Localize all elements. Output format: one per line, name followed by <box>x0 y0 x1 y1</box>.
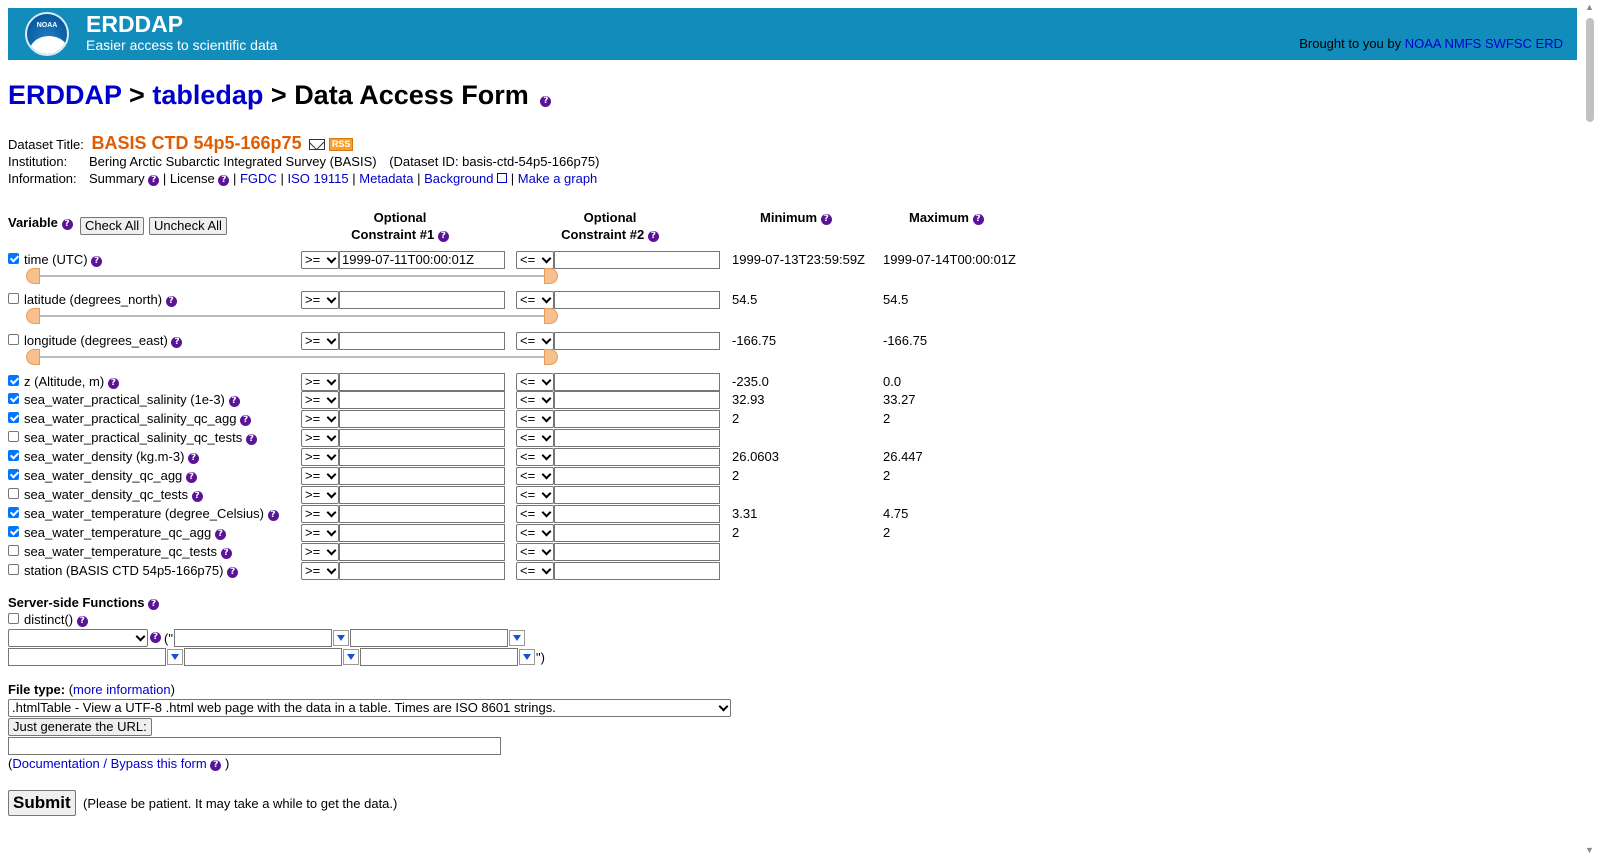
minimum-value: 2 <box>732 525 740 540</box>
make-graph-link[interactable]: Make a graph <box>517 171 598 186</box>
variable-label: sea_water_temperature_qc_agg ? <box>24 525 226 540</box>
chevron-down-icon <box>542 394 552 404</box>
constraint1-operator-select[interactable]: >= <box>301 291 339 309</box>
minimum-value: 2 <box>732 468 740 483</box>
constraint1-operator-select[interactable]: >= <box>301 448 339 466</box>
scrollbar-thumb[interactable] <box>1586 18 1594 122</box>
variable-help-icon[interactable]: ? <box>186 472 197 483</box>
constraint2-header: Optional Constraint #2 ? <box>510 209 710 243</box>
variable-checkbox[interactable] <box>8 488 19 499</box>
chevron-down-icon <box>542 254 552 264</box>
variable-help-icon[interactable]: ? <box>246 434 257 445</box>
more-information-link[interactable]: more information <box>73 682 171 697</box>
orderby-var-input-3[interactable] <box>8 648 166 666</box>
variable-help-icon[interactable]: ? <box>108 378 119 389</box>
constraint1-input[interactable]: 1999-07-11T00:00:01Z <box>339 251 505 269</box>
maximum-value: -166.75 <box>883 333 928 348</box>
generate-url-button[interactable]: Just generate the URL: <box>8 718 152 736</box>
constraint1-operator-select[interactable]: >= <box>301 410 339 428</box>
chevron-down-icon <box>327 489 337 499</box>
constraint1-input[interactable] <box>339 562 505 580</box>
check-all-button[interactable]: Check All <box>80 217 144 235</box>
constraint1-input[interactable] <box>339 505 505 523</box>
maximum-value: 1999-07-14T00:00:01Z <box>883 252 1016 267</box>
documentation-row: (Documentation / Bypass this form ? ) <box>8 756 230 771</box>
chevron-down-icon <box>327 376 337 386</box>
slider-min-handle[interactable] <box>26 349 40 365</box>
dataset-title: BASIS CTD 54p5-166p75 <box>91 133 302 153</box>
erd-link[interactable]: ERD <box>1535 36 1563 51</box>
variable-label: sea_water_temperature (degree_Celsius) ? <box>24 506 279 521</box>
variable-help-icon[interactable]: ? <box>268 510 279 521</box>
chevron-down-icon <box>542 294 552 304</box>
constraint2-input[interactable] <box>554 373 720 391</box>
maximum-value: 2 <box>883 468 891 483</box>
variable-help-icon[interactable]: ? <box>215 529 226 540</box>
slider-track <box>26 356 558 358</box>
variable-label: sea_water_practical_salinity_qc_tests ? <box>24 430 257 445</box>
chevron-down-icon <box>327 413 337 423</box>
chevron-down-icon <box>542 527 552 537</box>
variable-label: z (Altitude, m) ? <box>24 374 119 389</box>
chevron-down-icon <box>327 254 337 264</box>
constraint1-input[interactable] <box>339 543 505 561</box>
variable-checkbox[interactable] <box>8 431 19 442</box>
minimum-help-icon[interactable]: ? <box>821 214 832 225</box>
submit-button[interactable]: Submit <box>8 790 76 816</box>
maximum-value: 54.5 <box>883 292 909 307</box>
chevron-down-icon <box>327 432 337 442</box>
constraint2-input[interactable] <box>554 448 720 466</box>
variable-help-icon[interactable]: ? <box>166 296 177 307</box>
chevron-down-icon <box>542 335 552 345</box>
variable-header: Variable ? <box>8 215 73 230</box>
variable-label: sea_water_density_qc_agg ? <box>24 468 197 483</box>
minimum-value: 2 <box>732 411 740 426</box>
maximum-header: Maximum ? <box>909 209 984 226</box>
variable-label: sea_water_density (kg.m-3) ? <box>24 449 199 464</box>
variable-checkbox[interactable] <box>8 375 19 386</box>
constraint1-input[interactable] <box>339 410 505 428</box>
minimum-value: 32.93 <box>732 392 765 407</box>
constraint1-operator-select[interactable]: >= <box>301 505 339 523</box>
constraint2-input[interactable] <box>554 486 720 504</box>
chevron-down-icon <box>327 394 337 404</box>
external-link-icon <box>497 173 507 183</box>
generated-url-field[interactable] <box>8 737 501 755</box>
noaa-logo[interactable]: NOAA <box>25 12 69 56</box>
chevron-down-icon <box>719 702 729 712</box>
institution-value: Bering Arctic Subarctic Integrated Survey (BASIS) <box>89 154 377 169</box>
maximum-value: 26.447 <box>883 449 923 464</box>
paren-close: ") <box>536 650 545 665</box>
maximum-help-icon[interactable]: ? <box>973 214 984 225</box>
help-icon[interactable]: ? <box>540 96 551 107</box>
chevron-down-icon <box>542 565 552 575</box>
constraint2-operator-select[interactable]: <= <box>516 251 554 269</box>
chevron-down-icon <box>327 565 337 575</box>
breadcrumb: ERDDAP > tabledap > Data Access Form ? <box>8 80 551 111</box>
minimum-value: -166.75 <box>732 333 777 348</box>
server-side-help-icon[interactable]: ? <box>148 599 159 610</box>
constraint1-help-icon[interactable]: ? <box>438 231 449 242</box>
app-subtitle: Easier access to scientific data <box>86 37 278 53</box>
rss-icon[interactable]: RSS <box>329 138 354 151</box>
constraint2-operator-select[interactable]: <= <box>516 524 554 542</box>
minimum-value: 54.5 <box>732 292 758 307</box>
minimum-value: 1999-07-13T23:59:59Z <box>732 252 865 267</box>
variable-checkbox[interactable] <box>8 253 19 264</box>
variable-label: station (BASIS CTD 54p5-166p75) ? <box>24 563 238 578</box>
distinct-checkbox[interactable] <box>8 613 19 624</box>
email-subscribe-icon[interactable] <box>309 139 325 150</box>
chevron-down-icon <box>327 451 337 461</box>
header-banner <box>8 8 1577 60</box>
constraint1-operator-select[interactable]: >= <box>301 391 339 409</box>
variable-help-icon[interactable]: ? <box>192 491 203 502</box>
variable-checkbox[interactable] <box>8 526 19 537</box>
vertical-scrollbar[interactable] <box>1579 0 1600 861</box>
chevron-down-icon <box>542 432 552 442</box>
chevron-down-icon <box>542 546 552 556</box>
constraint2-help-icon[interactable]: ? <box>648 231 659 242</box>
swfsc-link[interactable]: SWFSC <box>1484 36 1532 51</box>
constraint1-operator-select[interactable]: >= <box>301 373 339 391</box>
information-label: Information: <box>8 171 77 186</box>
constraint1-input[interactable] <box>339 448 505 466</box>
maximum-value: 4.75 <box>883 506 909 521</box>
constraint2-input[interactable] <box>554 251 720 269</box>
chevron-down-icon <box>542 376 552 386</box>
constraint1-header: Optional Constraint #1 ? <box>300 209 500 243</box>
chevron-down-icon <box>136 632 146 642</box>
file-type-select[interactable]: .htmlTable - View a UTF-8 .html web page with the data in a table. Times are ISO 8601 strings. <box>8 699 731 717</box>
variable-checkbox[interactable] <box>8 393 19 404</box>
constraint2-operator-select[interactable]: <= <box>516 373 554 391</box>
variable-checkbox[interactable] <box>8 293 19 304</box>
background-link[interactable]: Background <box>424 171 494 186</box>
range-slider[interactable] <box>26 308 558 324</box>
variable-label: longitude (degrees_east) ? <box>24 333 182 348</box>
dataset-title-row: Dataset Title: BASIS CTD 54p5-166p75 RSS <box>8 133 353 154</box>
submit-note: (Please be patient. It may take a while to get the data.) <box>83 796 398 811</box>
chevron-down-icon <box>327 508 337 518</box>
variable-checkbox[interactable] <box>8 545 19 556</box>
constraint2-input[interactable] <box>554 410 720 428</box>
constraint1-operator-select[interactable]: >= <box>301 524 339 542</box>
orderby-var-dropdown-1[interactable] <box>333 630 349 646</box>
variable-checkbox[interactable] <box>8 564 19 575</box>
maximum-value: 2 <box>883 525 891 540</box>
summary-help-icon[interactable]: ? <box>148 175 159 186</box>
breadcrumb-tabledap[interactable]: tabledap <box>152 80 264 110</box>
variable-checkbox[interactable] <box>8 412 19 423</box>
constraint2-operator-select[interactable]: <= <box>516 543 554 561</box>
constraint1-input[interactable] <box>339 291 505 309</box>
noaa-link[interactable]: NOAA <box>1404 36 1441 51</box>
constraint2-input[interactable] <box>554 524 720 542</box>
slider-min-handle[interactable] <box>26 308 40 324</box>
page-title: Data Access Form <box>294 80 529 110</box>
orderby-var-dropdown-2[interactable] <box>509 630 525 646</box>
constraint1-operator-select[interactable]: >= <box>301 429 339 447</box>
constraint2-operator-select[interactable]: <= <box>516 448 554 466</box>
constraint2-input[interactable] <box>554 391 720 409</box>
variable-checkbox[interactable] <box>8 469 19 480</box>
chevron-down-icon <box>327 335 337 345</box>
constraint2-operator-select[interactable]: <= <box>516 332 554 350</box>
chevron-down-icon <box>327 294 337 304</box>
paren-open: (" <box>164 631 173 646</box>
nmfs-link[interactable]: NMFS <box>1444 36 1482 51</box>
constraint2-operator-select[interactable]: <= <box>516 291 554 309</box>
range-slider[interactable] <box>26 349 558 365</box>
chevron-down-icon <box>327 546 337 556</box>
chevron-down-icon <box>542 508 552 518</box>
variable-label: time (UTC) ? <box>24 252 102 267</box>
variable-checkbox[interactable] <box>8 334 19 345</box>
variable-label: latitude (degrees_north) ? <box>24 292 177 307</box>
constraint2-input[interactable] <box>554 467 720 485</box>
chevron-down-icon <box>542 451 552 461</box>
constraint1-operator-select[interactable]: >= <box>301 543 339 561</box>
constraint2-input[interactable] <box>554 505 720 523</box>
scroll-up-arrow-icon[interactable]: ▲ <box>1585 2 1594 12</box>
server-side-heading: Server-side Functions ? <box>8 595 159 610</box>
constraint2-input[interactable] <box>554 429 720 447</box>
maximum-value: 2 <box>883 411 891 426</box>
constraint1-input[interactable] <box>339 486 505 504</box>
chevron-down-icon <box>327 470 337 480</box>
maximum-value: 0.0 <box>883 374 902 389</box>
variable-label: sea_water_practical_salinity_qc_agg ? <box>24 411 251 426</box>
license-help-icon[interactable]: ? <box>218 175 229 186</box>
slider-track <box>26 315 558 317</box>
constraint2-input[interactable] <box>554 332 720 350</box>
constraint2-operator-select[interactable]: <= <box>516 562 554 580</box>
brought-by: Brought to you by NOAA NMFS SWFSC ERD <box>1299 36 1563 51</box>
maximum-value: 33.27 <box>883 392 916 407</box>
chevron-down-icon <box>327 527 337 537</box>
constraint1-operator-select[interactable]: >= <box>301 332 339 350</box>
variable-help-icon[interactable]: ? <box>229 396 240 407</box>
slider-max-handle[interactable] <box>544 268 558 284</box>
orderby-var-dropdown-5[interactable] <box>519 649 535 665</box>
fgdc-link[interactable]: FGDC <box>239 171 277 186</box>
minimum-value: -235.0 <box>732 374 769 389</box>
constraint1-operator-select[interactable]: >= <box>301 562 339 580</box>
constraint2-operator-select[interactable]: <= <box>516 429 554 447</box>
slider-min-handle[interactable] <box>26 268 40 284</box>
orderby-var-input-1[interactable] <box>174 629 332 647</box>
orderby-var-input-4[interactable] <box>184 648 342 666</box>
slider-max-handle[interactable] <box>544 308 558 324</box>
documentation-help-icon[interactable]: ? <box>210 760 221 771</box>
constraint1-operator-select[interactable]: >= <box>301 251 339 269</box>
variable-help-icon[interactable]: ? <box>62 219 73 230</box>
metadata-link[interactable]: Metadata <box>359 171 414 186</box>
chevron-down-icon <box>542 413 552 423</box>
slider-max-handle[interactable] <box>544 349 558 365</box>
constraint1-operator-select[interactable]: >= <box>301 486 339 504</box>
file-type-row: File type: (more information) <box>8 682 175 697</box>
variable-label: sea_water_temperature_qc_tests ? <box>24 544 232 559</box>
documentation-link[interactable]: Documentation / Bypass this form <box>12 756 207 771</box>
constraint2-input[interactable] <box>554 291 720 309</box>
institution-label: Institution: <box>8 154 68 169</box>
breadcrumb-erddap[interactable]: ERDDAP <box>8 80 122 110</box>
variable-checkbox[interactable] <box>8 507 19 518</box>
variable-label: sea_water_practical_salinity (1e-3) ? <box>24 392 240 407</box>
uncheck-all-button[interactable]: Uncheck All <box>149 217 227 235</box>
distinct-help-icon[interactable]: ? <box>77 616 88 627</box>
variable-help-icon[interactable]: ? <box>227 567 238 578</box>
minimum-value: 26.0603 <box>732 449 779 464</box>
scroll-down-arrow-icon[interactable]: ▼ <box>1585 845 1594 855</box>
app-title: ERDDAP <box>86 11 184 37</box>
variable-help-icon[interactable]: ? <box>188 453 199 464</box>
institution-row <box>89 154 599 169</box>
variable-help-icon[interactable]: ? <box>240 415 251 426</box>
constraint2-operator-select[interactable]: <= <box>516 467 554 485</box>
iso19115-link[interactable]: ISO 19115 <box>287 171 349 186</box>
constraint1-input[interactable] <box>339 429 505 447</box>
range-slider[interactable] <box>26 268 558 284</box>
orderby-var-input-2[interactable] <box>350 629 508 647</box>
variable-help-icon[interactable]: ? <box>91 256 102 267</box>
orderby-select[interactable] <box>8 629 148 647</box>
variable-label: sea_water_density_qc_tests ? <box>24 487 203 502</box>
distinct-label: distinct() ? <box>24 612 88 627</box>
constraint1-input[interactable] <box>339 524 505 542</box>
slider-track <box>26 275 558 277</box>
constraint2-operator-select[interactable]: <= <box>516 410 554 428</box>
constraint2-operator-select[interactable]: <= <box>516 486 554 504</box>
constraint1-input[interactable] <box>339 332 505 350</box>
minimum-header: Minimum ? <box>760 209 832 226</box>
minimum-value: 3.31 <box>732 506 758 521</box>
orderby-var-input-5[interactable] <box>360 648 518 666</box>
constraint1-operator-select[interactable]: >= <box>301 467 339 485</box>
information-links: Summary ? | License ? | FGDC | ISO 19115 | Metadata | Background | Make a graph <box>89 171 598 186</box>
variable-help-icon[interactable]: ? <box>221 548 232 559</box>
constraint2-input[interactable] <box>554 543 720 561</box>
constraint2-operator-select[interactable]: <= <box>516 391 554 409</box>
chevron-down-icon <box>542 470 552 480</box>
chevron-down-icon <box>542 489 552 499</box>
orderby-var-dropdown-3[interactable] <box>167 649 183 665</box>
constraint1-input[interactable] <box>339 467 505 485</box>
constraint1-input[interactable] <box>339 391 505 409</box>
dataset-id: (Dataset ID: basis-ctd-54p5-166p75) <box>389 154 600 169</box>
orderby-help-icon[interactable]: ? <box>150 632 161 643</box>
orderby-var-dropdown-4[interactable] <box>343 649 359 665</box>
constraint2-input[interactable] <box>554 562 720 580</box>
constraint1-input[interactable] <box>339 373 505 391</box>
variable-help-icon[interactable]: ? <box>171 337 182 348</box>
variable-checkbox[interactable] <box>8 450 19 461</box>
constraint2-operator-select[interactable]: <= <box>516 505 554 523</box>
